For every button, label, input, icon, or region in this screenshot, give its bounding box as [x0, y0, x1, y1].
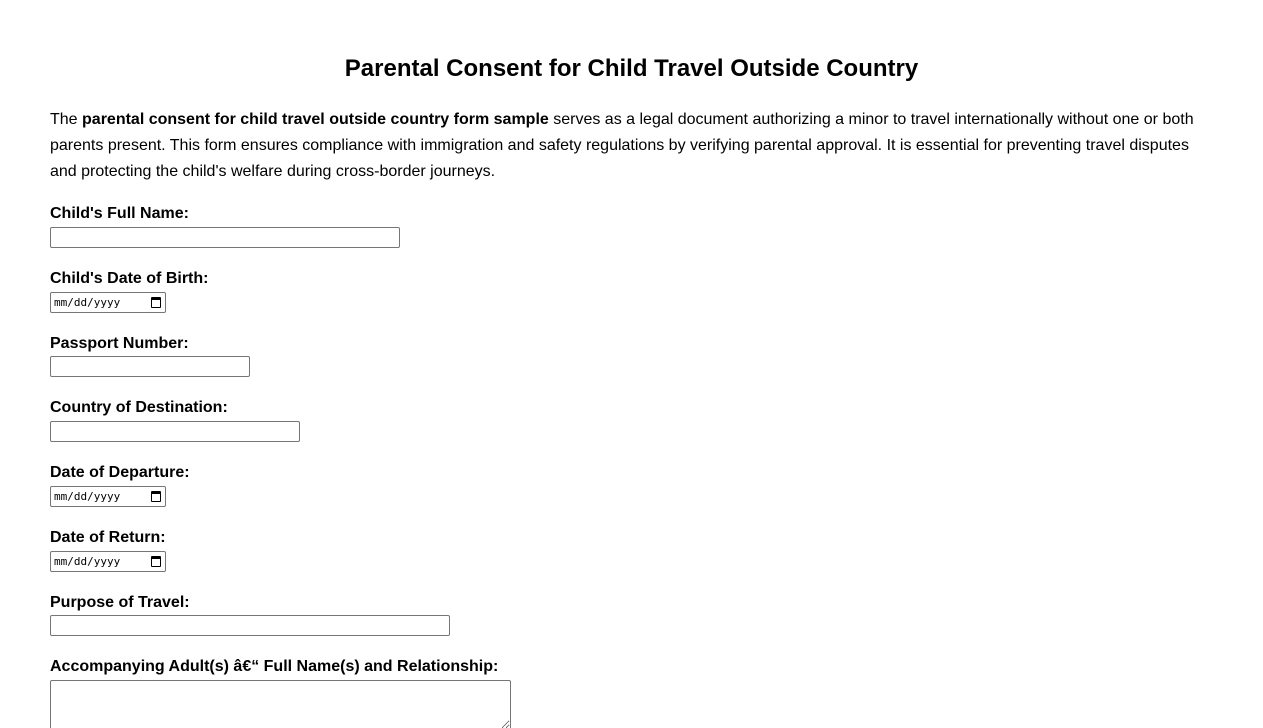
departure-label: Date of Departure: [50, 464, 190, 481]
calendar-icon[interactable] [151, 491, 161, 502]
intro-prefix: The [50, 111, 83, 128]
child-name-input[interactable] [50, 227, 400, 248]
destination-label: Country of Destination: [50, 399, 228, 416]
departure-date-input[interactable] [50, 486, 166, 507]
return-placeholder: mm/dd/yyyy [54, 555, 121, 568]
passport-input[interactable] [50, 356, 250, 377]
return-date-input[interactable] [50, 551, 166, 572]
purpose-input[interactable] [50, 615, 450, 636]
purpose-label: Purpose of Travel: [50, 594, 190, 611]
accompanying-label: Accompanying Adult(s) â€“ Full Name(s) and Relationship: [50, 658, 499, 675]
intro-paragraph [50, 107, 1210, 185]
departure-placeholder: mm/dd/yyyy [54, 490, 121, 503]
destination-input[interactable] [50, 421, 300, 442]
child-dob-input[interactable] [50, 292, 166, 313]
passport-label: Passport Number: [50, 335, 189, 352]
page-title: Parental Consent for Child Travel Outside Country [344, 55, 919, 82]
child-dob-placeholder: mm/dd/yyyy [54, 296, 121, 309]
child-dob-label: Child's Date of Birth: [50, 270, 209, 287]
child-name-label: Child's Full Name: [50, 205, 189, 222]
return-label: Date of Return: [50, 529, 166, 546]
intro-bold: parental consent for child travel outside country form sample [82, 111, 549, 128]
intro-suffix: serves as a legal document authorizing a minor to travel internationally without one or both parents present. This form ensures compliance with immigration and safety regulations by verifying parental approval. It is essential for preventing travel disputes and protecting the child's welfare during cross-border journeys. [50, 111, 1194, 180]
calendar-icon[interactable] [151, 556, 161, 567]
accompanying-textarea[interactable] [50, 680, 511, 728]
calendar-icon[interactable] [151, 297, 161, 308]
